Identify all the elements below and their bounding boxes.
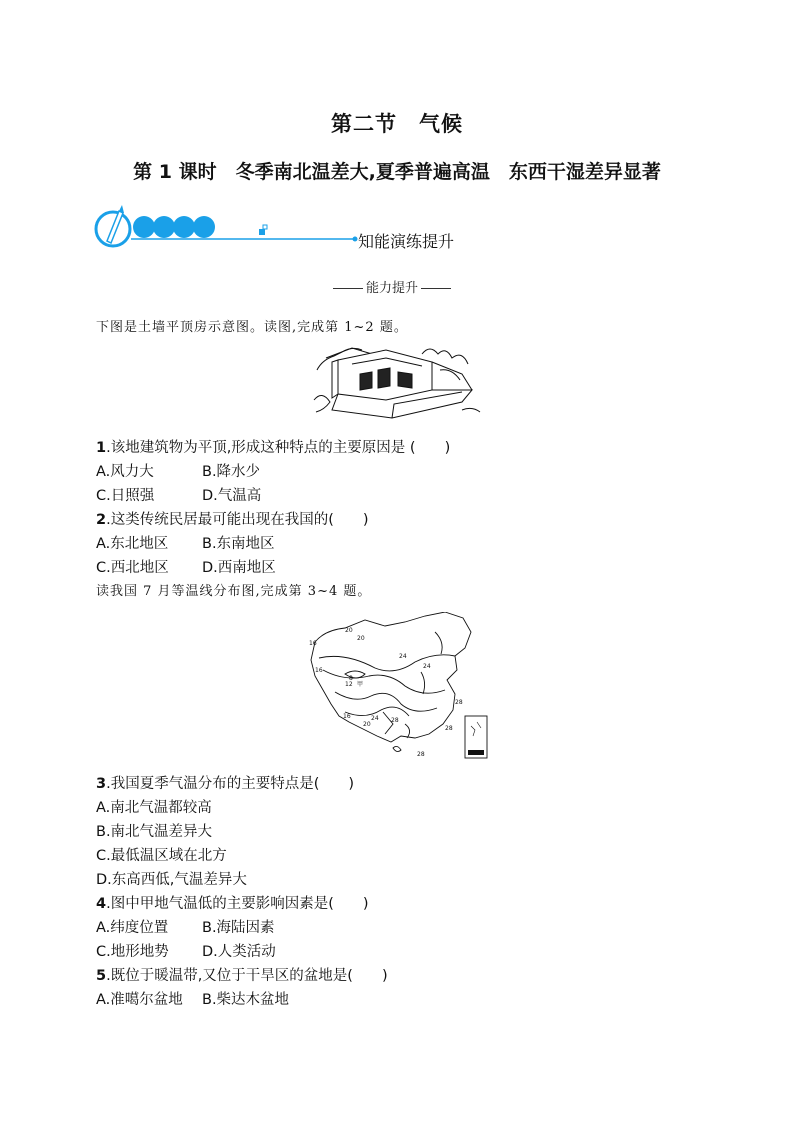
map-place-label: 甲 (357, 681, 364, 688)
banner-label: 知能演练提升 (358, 232, 455, 251)
question-4 (96, 892, 369, 913)
question-number: 1 (96, 440, 107, 456)
intro-text-2: 读我国 7 月等温线分布图,完成第 3~4 题。 (96, 584, 372, 599)
options-row (96, 460, 396, 481)
isotherm-label: 8 (349, 675, 353, 682)
option-a: A.东北地区 (96, 536, 169, 552)
option-d: D.东高西低,气温差异大 (96, 872, 247, 888)
isotherm-label: 24 (371, 715, 379, 722)
options-row (96, 916, 396, 937)
question-5 (96, 964, 388, 985)
isotherm-label: 20 (345, 627, 353, 634)
option-b: B.柴达木盆地 (202, 992, 290, 1008)
isotherm-label: 16 (343, 713, 351, 720)
option-b: B.降水少 (202, 464, 261, 480)
question-text: .这类传统民居最可能出现在我国的( ) (106, 512, 369, 528)
isotherm-label: 28 (417, 751, 425, 758)
isotherm-label: 16 (315, 667, 323, 674)
option-b: B.海陆因素 (202, 920, 275, 936)
intro-text-1: 下图是土墙平顶房示意图。读图,完成第 1~2 题。 (96, 320, 408, 335)
section-heading (330, 277, 454, 296)
banner-dot (193, 216, 215, 238)
option-a: A.准噶尔盆地 (96, 992, 183, 1008)
banner-dot (173, 216, 195, 238)
banner-dot (153, 216, 175, 238)
flat-roof-house-figure (312, 340, 482, 422)
option-d: D.人类活动 (202, 944, 276, 960)
option-d: D.气温高 (202, 488, 262, 504)
option-c: C.最低温区域在北方 (96, 848, 227, 864)
options-row (96, 484, 396, 505)
isotherm-label: 12 (345, 681, 353, 688)
isotherm-label: 20 (363, 721, 371, 728)
china-july-isotherm-map (305, 612, 490, 760)
isotherm-label: 16 (309, 640, 317, 647)
option-a: A.纬度位置 (96, 920, 169, 936)
section-label: 能力提升 (366, 281, 419, 296)
page-title: 第二节 气候 (331, 112, 463, 136)
option-c: C.西北地区 (96, 560, 169, 576)
option-c: C.地形地势 (96, 944, 169, 960)
isotherm-label: 24 (399, 653, 407, 660)
option-c: C.日照强 (96, 488, 155, 504)
options-row (96, 532, 396, 553)
pen-icon (96, 205, 130, 246)
banner-dot (133, 216, 155, 238)
options-row (96, 940, 396, 961)
option-a: A.风力大 (96, 464, 154, 480)
question-number: 4 (96, 896, 107, 912)
option-a: A.南北气温都较高 (96, 800, 212, 816)
question-1 (96, 436, 450, 457)
option-b: B.南北气温差异大 (96, 824, 213, 840)
lesson-subtitle: 第 1 课时 冬季南北温差大,夏季普遍高温 东西干湿差异显著 (133, 161, 661, 183)
isotherm-label: 28 (445, 725, 453, 732)
question-text: .我国夏季气温分布的主要特点是( ) (106, 776, 355, 792)
question-text: .图中甲地气温低的主要影响因素是( ) (106, 896, 369, 912)
question-number: 3 (96, 776, 107, 792)
question-3 (96, 772, 354, 793)
isotherm-label: 28 (455, 699, 463, 706)
options-row (96, 556, 396, 577)
isotherm-label: 28 (391, 717, 399, 724)
question-number: 5 (96, 968, 107, 984)
option-b: B.东南地区 (202, 536, 275, 552)
isotherm-label: 20 (357, 635, 365, 642)
question-number: 2 (96, 512, 107, 528)
option-d: D.西南地区 (202, 560, 276, 576)
question-text: .该地建筑物为平顶,形成这种特点的主要原因是 ( ) (106, 440, 451, 456)
question-text: .既位于暖温带,又位于干旱区的盆地是( ) (106, 968, 388, 984)
options-row (96, 988, 396, 1009)
isotherm-label: 24 (423, 663, 431, 670)
question-2 (96, 508, 369, 529)
